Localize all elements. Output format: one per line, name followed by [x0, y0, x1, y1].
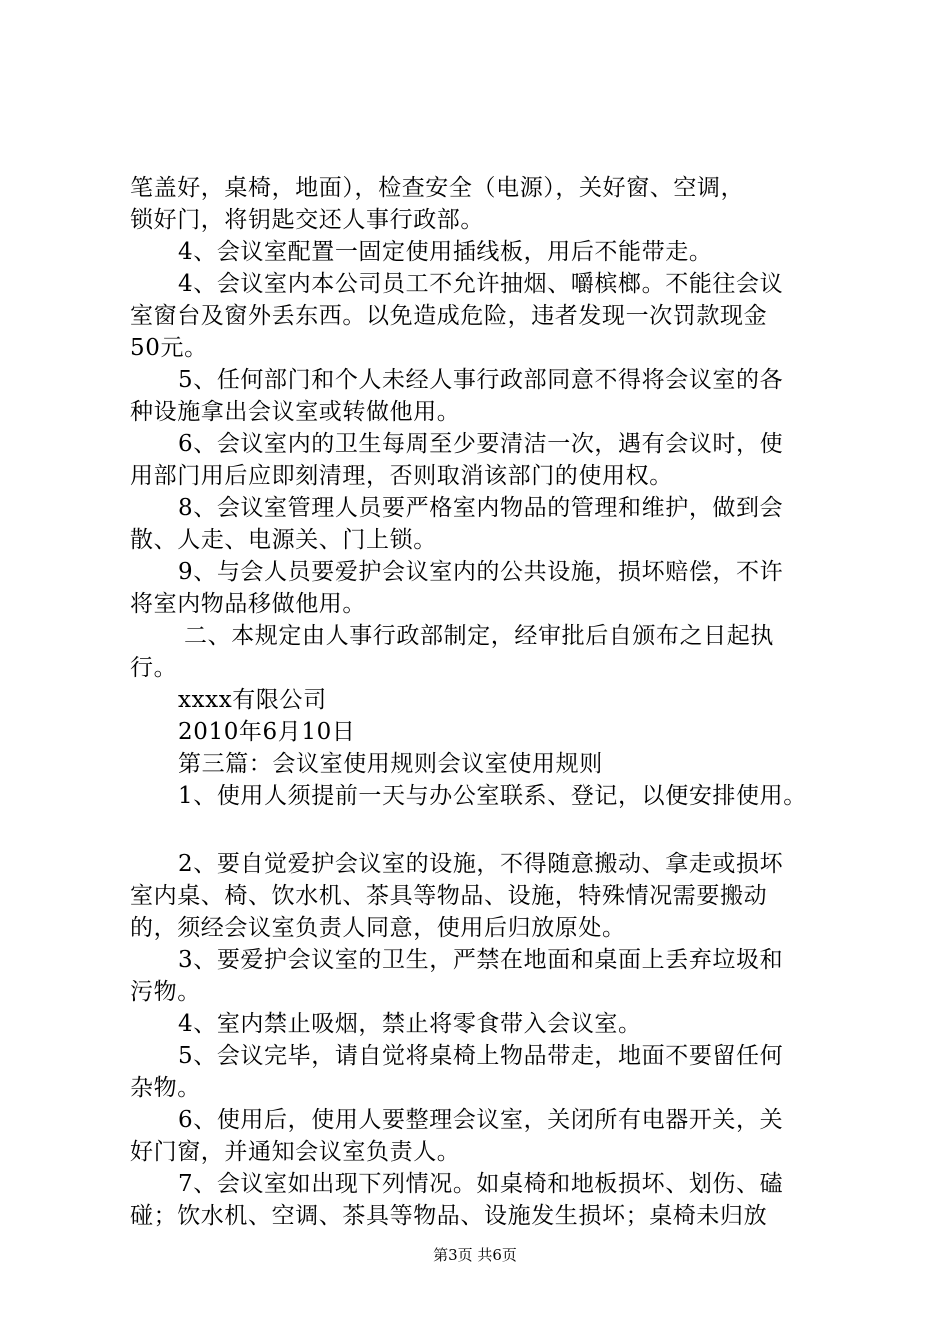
text-line: 6、会议室内的卫生每周至少要清洁一次，遇有会议时，使: [178, 431, 784, 457]
text-line: 杂物。: [130, 1075, 201, 1101]
text-line: 室窗台及窗外丢东西。以免造成危险，违者发现一次罚款现金: [130, 303, 768, 329]
text-line: 2010年6月10日: [178, 719, 356, 745]
text-line: 50元。: [130, 335, 208, 361]
text-line: 3、要爱护会议室的卫生，严禁在地面和桌面上丢弃垃圾和: [178, 947, 784, 973]
text-line: 8、会议室管理人员要严格室内物品的管理和维护，做到会: [178, 495, 784, 521]
text-line: 二、本规定由人事行政部制定，经审批后自颁布之日起执: [184, 623, 774, 649]
text-line: 5、会议完毕，请自觉将桌椅上物品带走，地面不要留任何: [178, 1043, 784, 1069]
text-line: 6、使用后，使用人要整理会议室，关闭所有电器开关，关: [178, 1107, 784, 1133]
text-line: 碰；饮水机、空调、茶具等物品、设施发生损坏；桌椅未归放: [130, 1203, 768, 1229]
text-line: 污物。: [130, 979, 201, 1005]
blank-line: [130, 812, 835, 848]
text-line: 散、人走、电源关、门上锁。: [130, 527, 437, 553]
text-line: 5、任何部门和个人未经人事行政部同意不得将会议室的各: [178, 367, 784, 393]
text-line: 4、会议室内本公司员工不允许抽烟、嚼槟榔。不能往会议: [178, 271, 784, 297]
text-line: 笔盖好，桌椅，地面），检查安全（电源），关好窗、空调，: [130, 175, 745, 201]
text-line: 种设施拿出会议室或转做他用。: [130, 399, 461, 425]
text-line: 1、使用人须提前一天与办公室联系、登记，以便安排使用。: [178, 783, 807, 809]
text-line: xxxx有限公司: [178, 687, 327, 713]
text-line: 锁好门，将钥匙交还人事行政部。: [130, 207, 484, 233]
text-line: 用部门用后应即刻清理，否则取消该部门的使用权。: [130, 463, 673, 489]
page-footer: 第3页 共6页: [433, 1246, 517, 1264]
text-line: 第三篇：会议室使用规则会议室使用规则: [178, 751, 603, 777]
document-body: [130, 172, 835, 1232]
text-line: 2、要自觉爱护会议室的设施，不得随意搬动、拿走或损坏: [178, 851, 784, 877]
text-line: 将室内物品移做他用。: [130, 591, 366, 617]
text-line: 好门窗，并通知会议室负责人。: [130, 1139, 461, 1165]
text-line: 4、会议室配置一固定使用插线板，用后不能带走。: [178, 239, 713, 265]
text-line: 室内桌、椅、饮水机、茶具等物品、设施，特殊情况需要搬动: [130, 883, 768, 909]
text-line: 7、会议室如出现下列情况。如桌椅和地板损坏、划伤、磕: [178, 1171, 784, 1197]
text-line: 行。: [130, 655, 178, 681]
text-line: 9、与会人员要爱护会议室内的公共设施，损坏赔偿，不许: [178, 559, 784, 585]
text-line: 4、室内禁止吸烟，禁止将零食带入会议室。: [178, 1011, 642, 1037]
text-line: 的，须经会议室负责人同意，使用后归放原处。: [130, 915, 626, 941]
